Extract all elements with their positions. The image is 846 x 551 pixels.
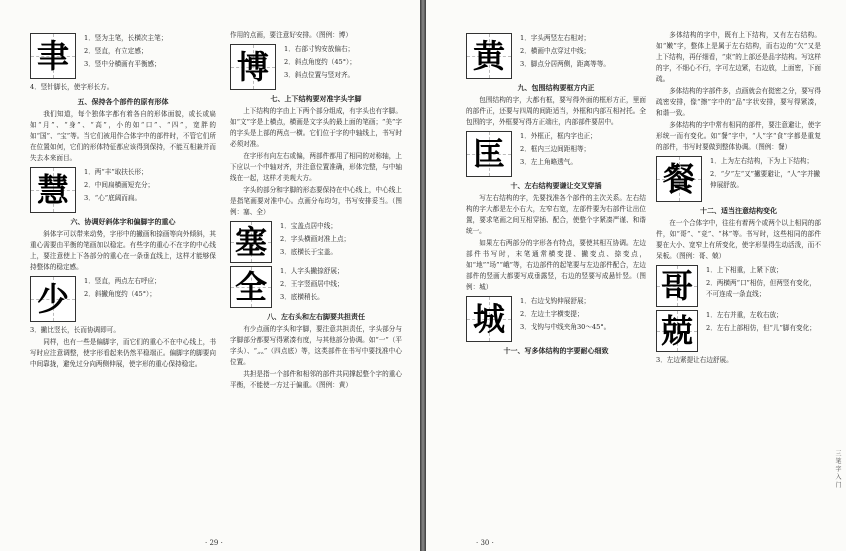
figure-notes [706, 265, 821, 302]
glyph-char: 黄 [472, 36, 505, 75]
paragraph: 在字形有向左右或偏，两部件都用了相同的对称轴，上下应以一个中轴对齐，并注意位置准确，形体完整，与中轴线在一起，这样才美观大方。 [230, 152, 402, 182]
glyph-char: 餐 [662, 159, 695, 198]
glyph-char: 兢 [660, 311, 693, 350]
paragraph: 上下结构的字由上下两个部分组成，有字头也有字脚。如“文”字是上横点，横画是文字头的最上面的笔画；“美”字的字头是上部的两点一横。它们位于字的中轴线上，书写时必须对准。 [230, 107, 402, 148]
paragraph: 写左右结构的字，先要找准各个部件的主次关系。左右结构的字大都是左小右大，左窄右宽，左部件要为右部件让出位置，要求笔画之间互相穿插、配合，使整个字紧凑严谨、和谐统一。 [466, 194, 646, 235]
note: 3．脚点分居两侧，距离等等。 [520, 60, 610, 68]
note: 2．框内三边间距相等； [520, 145, 591, 153]
page-number: · 30 · [476, 539, 494, 547]
note: 1．字头两竖左右相对； [520, 34, 591, 42]
note: 2．王字竖画居中线； [280, 280, 344, 288]
section-heading: 五、保持各个部件的原有形体 [77, 97, 169, 106]
glyph-box [656, 156, 702, 202]
glyph-box [230, 266, 272, 308]
paragraph: 共担是指一个部件和相邻的部件共同撑起整个字的重心平衡，不能使一方过于偏重。（图例：黄） [230, 370, 402, 389]
section-heading: 六、协调好斜体字和偏脚字的重心 [70, 217, 176, 226]
page-number: · 29 · [205, 539, 223, 547]
section-heading: 八、左右头和左右脚要共担责任 [267, 312, 365, 321]
figure-notes [284, 44, 402, 83]
figure-notes [280, 266, 402, 305]
edge-caption: 三 笔 字 入 门 [834, 450, 841, 488]
note: 1．上下相重，上紧下放； [706, 266, 783, 274]
figure-bo [230, 44, 402, 90]
glyph-char: 匡 [472, 134, 505, 173]
right-column-a [466, 30, 646, 358]
figure-can [656, 156, 821, 202]
paragraph: 斜体字可以带来动势，字形中的撇画和捺画等向外倾斜，其重心需要由平衡的笔画加以稳定。有些字的重心不在字的中心线上，要注意使上下各部分的重心在一条垂直线上，这样才能够保持整体的稳定感。 [30, 230, 216, 271]
glyph-char: 哥 [660, 266, 693, 305]
figure-zhu [30, 33, 216, 79]
figure-shao [30, 276, 216, 322]
figure-quan [230, 266, 402, 308]
note: 1．外框正，框内字也正； [520, 132, 597, 140]
note: 2．斜点角度约（45°）； [284, 58, 356, 66]
paragraph: 多体结构的字中，既有上下结构，又有左右结构。如“嫩”字，整体上是属于左右结构，而右边的“欠”又是上下结构，再仔细看，“束”的上部还是品字结构。写这样的字，不细心不行，字可左边紧，右边放，上面密，下面疏。 [656, 31, 821, 83]
paragraph: 有少点画的字头和字脚，要注意共担责任，字头部分与字脚部分都要写得紧凑有度，与其他部分协调。如“一”（平字头）、“灬”（四点底）等，这类部件在书写中要找准中心位置。 [230, 325, 402, 366]
note: 1．竖为主笔，长横次主笔； [84, 34, 168, 42]
figure-kuang [466, 131, 646, 177]
note: 2．左边土字横变提； [520, 310, 584, 318]
glyph-box [656, 265, 698, 307]
glyph-box [30, 276, 76, 322]
figure-notes [520, 33, 646, 72]
note: 1．左右并重，左收右放； [706, 311, 783, 319]
glyph-char: 慧 [36, 170, 69, 209]
figure-notes [706, 310, 821, 336]
left-column-a [30, 30, 216, 371]
figure-notes [84, 167, 216, 206]
glyph-box [230, 221, 272, 263]
figure-notes [520, 131, 646, 170]
note: 1．宝盖点居中线； [280, 222, 337, 230]
note: 2．竖直，有立定感； [84, 47, 148, 55]
note: 1．人字头撇捺舒展； [280, 267, 344, 275]
glyph-box [30, 167, 76, 213]
paragraph: 作用的点画，要注意好安排。（图例：博） [230, 31, 352, 39]
right-column-b [656, 30, 821, 367]
section-heading: 十、左右结构要谦让交叉穿插 [510, 181, 602, 190]
note: 2．左右上部相仿，但“儿”脚有变化； [706, 324, 816, 332]
glyph-box [466, 131, 512, 177]
note: 1．竖直，两点左右呼应； [84, 277, 161, 285]
section-heading: 九、包围结构要框方内正 [517, 83, 595, 92]
left-page [0, 0, 420, 551]
note: 1．两“丰”取扶长形； [84, 168, 148, 176]
note: 2．斜撇角度约（45°）； [84, 290, 156, 298]
figure-notes [520, 296, 646, 335]
glyph-char: 博 [236, 47, 269, 86]
figure-notes [84, 276, 216, 302]
glyph-char: 少 [36, 279, 69, 318]
glyph-box [466, 296, 512, 342]
note: 3．左上角略透气。 [520, 158, 577, 166]
paragraph: 多体结构的字中常有相同的部件，要注意避让，使字形统一而有变化。如“餐”字中，“人”字“食”字都是重复的部件，书写时要做到整体协调。（图例：餐） [656, 121, 821, 151]
note: 3．“心”底阔而扁。 [84, 194, 142, 202]
paragraph: 同样，也有一些是偏脚字，而它们的重心不在中心线上，书写时应注意调整，使字形看起来仍然平稳端正。偏脚字的脚要向中间靠拢，避免过分向两侧伸展，使字形的重心保持稳定。 [30, 338, 216, 368]
note: 1．右部寸钩安放偏右； [284, 45, 355, 53]
figure-notes [710, 156, 821, 193]
section-heading: 七、上下结构要对准字头字脚 [270, 94, 362, 103]
right-page [426, 0, 846, 551]
figure-notes [280, 221, 402, 260]
glyph-char: 城 [472, 299, 505, 338]
figure-notes [84, 33, 216, 72]
figure-hui [30, 167, 216, 213]
glyph-char: 全 [234, 267, 267, 306]
note: 3．底横稍长。 [280, 293, 324, 301]
section-heading: 十一、写多体结构的字要耐心细致 [503, 346, 609, 355]
figure-ge [656, 265, 821, 307]
note: 3．底横长于宝盖。 [280, 248, 337, 256]
paragraph: 4．竖针脚长，使字形长方。 [30, 83, 114, 91]
figure-cheng [466, 296, 646, 342]
section-heading: 十二、适当注意结构变化 [700, 206, 777, 215]
paragraph: 包围结构的字，大都有框，要写得外面的框形方正，里面的部件正，还要与四周的间距适当，外框和内部互相衬托。全包围的字，外框要写得方正端庄，内部部件要居中。 [466, 96, 646, 126]
paragraph: 在一个合体字中，往往有着两个或两个以上相同的部件，如“哥”、“竞”、“林”等。书写时，这些相同的部件要在大小、宽窄上有所变化，使字形显得生动活泼，而不呆板。（图例：哥、兢） [656, 219, 821, 260]
figure-sai [230, 221, 402, 263]
glyph-box [230, 44, 276, 90]
glyph-box [466, 33, 512, 79]
note: 1．上为左右结构，下为上下结构； [710, 157, 814, 165]
note: 3．竖中分横画有平衡感； [84, 60, 161, 68]
figure-jing [656, 310, 821, 352]
left-column-b [230, 30, 402, 392]
glyph-char: 聿 [36, 36, 69, 75]
glyph-char: 塞 [234, 222, 267, 261]
note: 3．斜点位置与竖对齐。 [284, 71, 355, 79]
paragraph: 3．左边紧提让右边舒展。 [656, 356, 733, 364]
paragraph: 3．撇比竖长，长而协调即可。 [30, 326, 120, 334]
note: 2．中间扁横画短充分； [84, 181, 155, 189]
paragraph: 多体结构的字部件多，点画就会有挺密之分，要写得疏密安排，像“擦”字中的“品”字状安排，要写得紧凑，和谐一致。 [656, 87, 821, 117]
note: 2．“夕”左“又”撇要避让，“人”字并撇伸展舒放。 [710, 170, 821, 189]
note: 2．字头横画对准上点； [280, 235, 351, 243]
paragraph: 我们知道，每个独体字都有着各自的形体面貌，或长或扁如“月”、“身”、“高”，小的如“口”、“四”，宽胖的如“国”、“宝”等。当它们被用作合体字中的部件时，不管它们所在位置如何，它们的形体特征都应该得到保持，不能互相兼并而失去本来面目。 [30, 110, 216, 162]
note: 1．右边戈钩伸展舒展； [520, 297, 591, 305]
note: 2．横画中点穿过中线； [520, 47, 591, 55]
note: 3．戈钩与中线夹角30～45°。 [520, 323, 611, 331]
glyph-box [656, 310, 698, 352]
note: 2．两横两“口”相仿，但两竖有变化，不可连成一条直线； [706, 279, 816, 298]
paragraph: 如果左右两部分的字形各有特点，要使其相互协调。左边部件书写时，末笔通常横变提、撇变点、捺变点，如“地”“场”“峨”等，右边部件的起笔要与左边部件配合，左边部件的竖画大都要写成垂露竖，右边的竖要写成悬针竖。（图例：城） [466, 239, 646, 291]
paragraph: 字头的部分和字脚的形态要保持在中心线上，中心线上是指笔画要对准中心。点画分布均匀，书写安排妥当。（图例：塞、全） [230, 186, 402, 216]
figure-huang [466, 33, 646, 79]
glyph-box [30, 33, 76, 79]
